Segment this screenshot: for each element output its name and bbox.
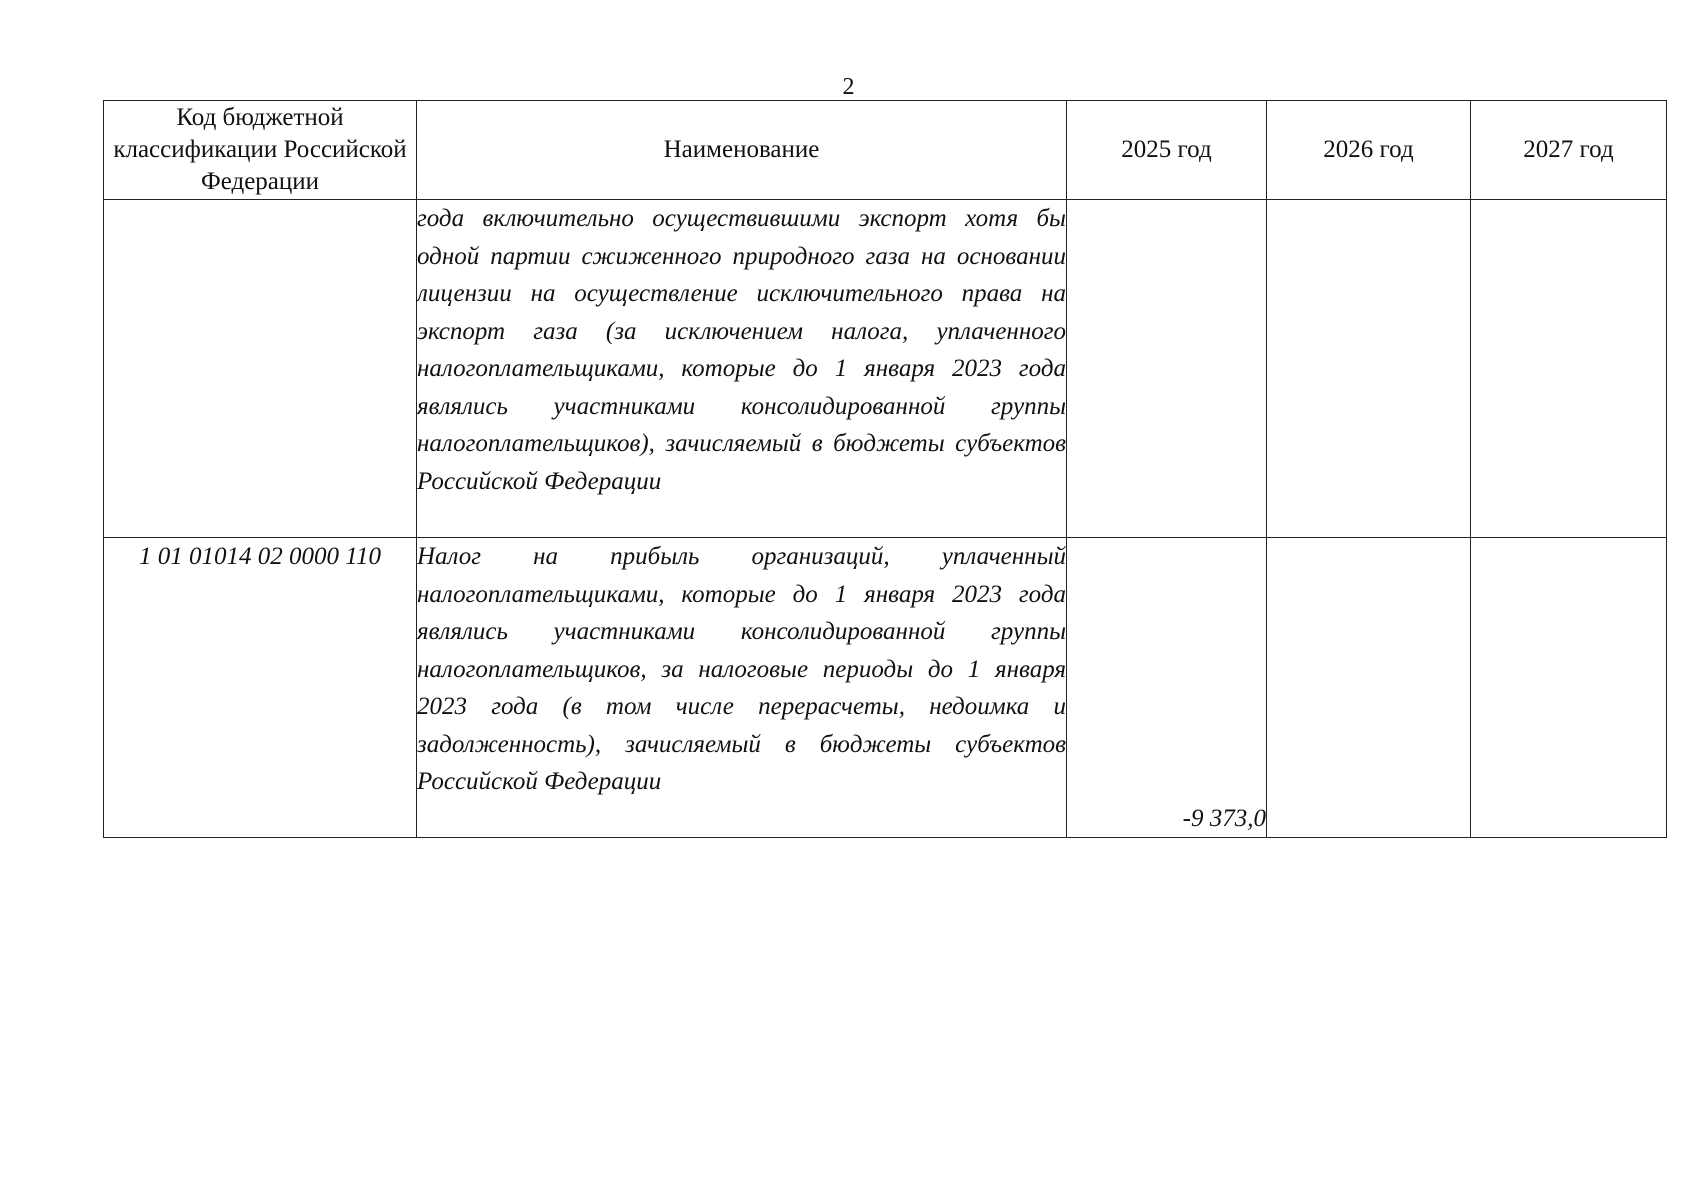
header-2027: 2027 год [1471, 101, 1667, 200]
row-name: года включительно осуществившими экспорт хотя бы одной партии сжиженного природного газа на основании лицензии на осуществление исключительного права на экспорт газа (за исключением налога, уплаченного налогоплательщиками, которые до 1 января 2023 года являлись участниками консолидированной группы налогоплательщиков), зачисляемый в бюджеты субъектов Российской Федерации [417, 200, 1067, 538]
row-value-2027 [1471, 200, 1667, 538]
budget-table [103, 100, 1667, 838]
row-value-2026 [1267, 200, 1471, 538]
row-value-2026 [1267, 538, 1471, 838]
table-row [104, 200, 1667, 538]
header-name: Наименование [417, 101, 1067, 200]
row-value-2027 [1471, 538, 1667, 838]
row-code: 1 01 01014 02 0000 110 [104, 538, 417, 838]
header-2025: 2025 год [1067, 101, 1267, 200]
row-value-2025 [1067, 200, 1267, 538]
page-number: 2 [842, 74, 855, 100]
row-name: Налог на прибыль организаций, уплаченный налогоплательщиками, которые до 1 января 2023 года являлись участниками консолидированной группы налогоплательщиков, за налоговые периоды до 1 января 2023 года (в том числе перерасчеты, недоимка и задолженность), зачисляемый в бюджеты субъектов Российской Федерации [417, 538, 1067, 838]
table-header-row [104, 101, 1667, 200]
header-code: Код бюджетной классификации Российской Федерации [104, 101, 417, 200]
row-value-2025: -9 373,0 [1067, 538, 1267, 838]
row-code [104, 200, 417, 538]
header-2026: 2026 год [1267, 101, 1471, 200]
table-row [104, 538, 1667, 838]
